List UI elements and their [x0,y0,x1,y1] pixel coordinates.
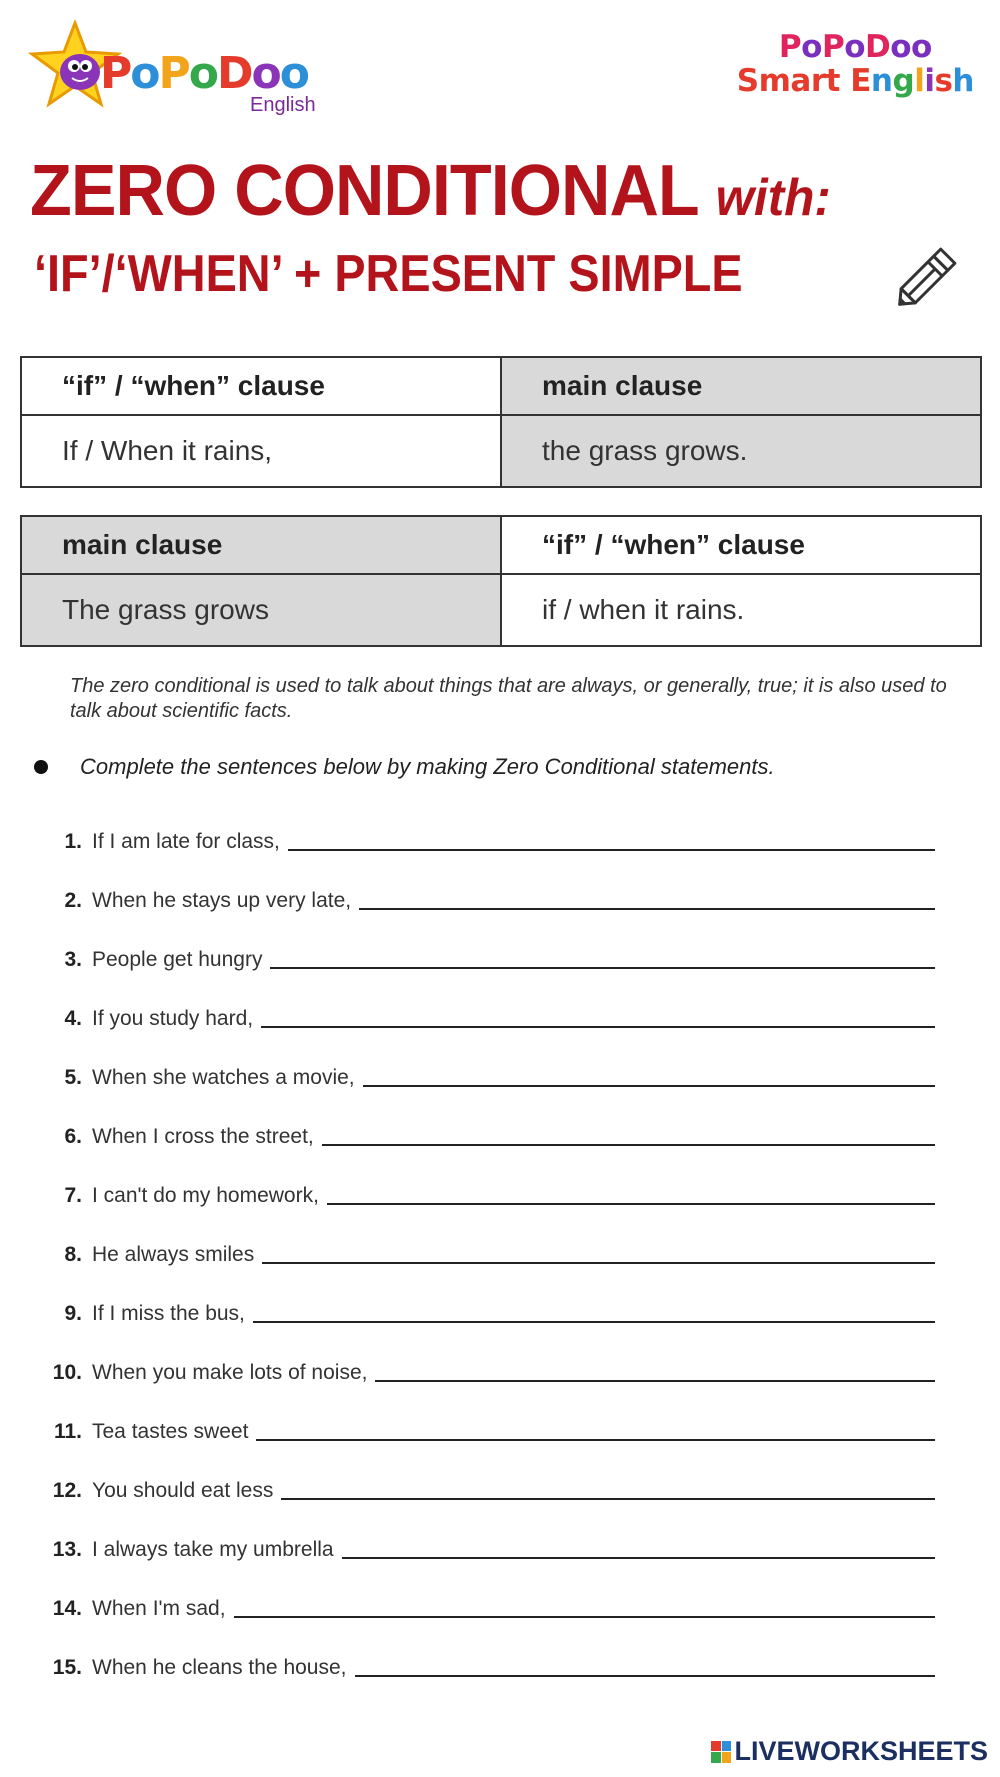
answer-line[interactable] [270,966,935,969]
right-logo-line2: Smart English [736,63,974,99]
exercise-number: 12. [52,1479,82,1502]
table1-col1-head: “if” / “when” clause [21,357,501,415]
exercise-item [30,991,935,1031]
answer-line[interactable] [256,1438,935,1441]
exercise-item [30,1522,935,1562]
exercise-prompt: If you study hard, [92,1007,254,1030]
exercise-prompt: When I cross the street, [92,1125,314,1148]
exercise-prompt: He always smiles [92,1243,255,1266]
exercise-number: 2. [64,889,82,912]
exercise-prompt: When you make lots of noise, [92,1361,368,1384]
table2-col2-body: if / when it rains. [501,574,981,646]
table2-col2-head: “if” / “when” clause [501,516,981,574]
exercise-item [30,1050,935,1090]
exercise-number: 9. [64,1302,82,1325]
exercise-item [30,932,935,972]
exercise-item [30,1345,935,1385]
exercise-number: 10. [52,1361,82,1384]
clause-table-main-first [20,515,982,647]
answer-line[interactable] [253,1320,935,1323]
exercise-prompt: When he stays up very late, [92,889,352,912]
title-with: with: [715,169,831,227]
footer-brand: LIVEWORKSHEETS [734,1736,988,1766]
answer-line[interactable] [262,1261,935,1264]
exercise-prompt: If I am late for class, [92,830,280,853]
exercise-prompt: You should eat less [92,1479,274,1502]
exercise-item [30,1640,935,1680]
left-logo-sub: English [250,94,316,116]
exercise-item [30,1227,935,1267]
answer-line[interactable] [322,1143,935,1146]
bullet-icon [34,760,48,774]
exercise-item [30,1109,935,1149]
exercise-prompt: I can't do my homework, [92,1184,319,1207]
exercise-number: 7. [64,1184,82,1207]
exercise-item [30,1168,935,1208]
exercise-prompt: People get hungry [92,948,263,971]
right-logo-line1: PoPoDoo [778,29,932,65]
left-logo-text: PoPoDoo [100,48,308,99]
answer-line[interactable] [363,1084,935,1087]
answer-line[interactable] [327,1202,935,1205]
explanation-note: The zero conditional is used to talk about things that are always, or generally, true; it is also used to talk about scientific facts. [70,675,947,722]
table1-col2-head: main clause [501,357,981,415]
exercise-number: 5. [64,1066,82,1089]
exercise-item [30,1286,935,1326]
exercise-prompt: When she watches a movie, [92,1066,355,1089]
exercise-number: 1. [64,830,82,853]
table2-col1-head: main clause [21,516,501,574]
clause-table-if-first [20,356,982,488]
exercise-prompt: When he cleans the house, [92,1656,347,1679]
answer-line[interactable] [234,1615,935,1618]
answer-line[interactable] [375,1379,935,1382]
answer-line[interactable] [261,1025,935,1028]
title-main: ZERO CONDITIONAL [30,151,698,231]
pencil-icon [888,236,968,316]
answer-line[interactable] [342,1556,935,1559]
exercise-number: 6. [64,1125,82,1148]
exercise-number: 3. [64,948,82,971]
answer-line[interactable] [359,907,935,910]
answer-line[interactable] [355,1674,935,1677]
table1-col1-body: If / When it rains, [21,415,501,487]
exercise-number: 11. [53,1420,82,1443]
exercise-number: 4. [64,1007,82,1030]
answer-line[interactable] [288,848,935,851]
exercise-prompt: When I'm sad, [92,1597,226,1620]
exercise-item [30,814,935,854]
table1-col2-body: the grass grows. [501,415,981,487]
exercise-number: 13. [52,1538,82,1561]
popodoo-smart-english-logo [737,30,974,98]
exercise-prompt: Tea tastes sweet [92,1420,249,1443]
exercise-item [30,1404,935,1444]
popodoo-english-logo [28,20,328,120]
table2-col1-body: The grass grows [21,574,501,646]
answer-line[interactable] [281,1497,935,1500]
exercise-prompt: I always take my umbrella [92,1538,334,1561]
exercise-number: 15. [52,1656,82,1679]
exercise-number: 8. [64,1243,82,1266]
page-title [30,150,831,232]
liveworksheets-icon [711,1741,731,1763]
exercise-item [30,1581,935,1621]
exercise-number: 14. [52,1597,82,1620]
exercise-item [30,873,935,913]
page-subtitle: ‘IF’/‘WHEN’ + PRESENT SIMPLE [34,245,743,303]
liveworksheets-branding [711,1736,988,1767]
exercise-item [30,1463,935,1503]
exercise-prompt: If I miss the bus, [92,1302,245,1325]
instruction-text: Complete the sentences below by making Zero Conditional statements. [80,754,775,779]
